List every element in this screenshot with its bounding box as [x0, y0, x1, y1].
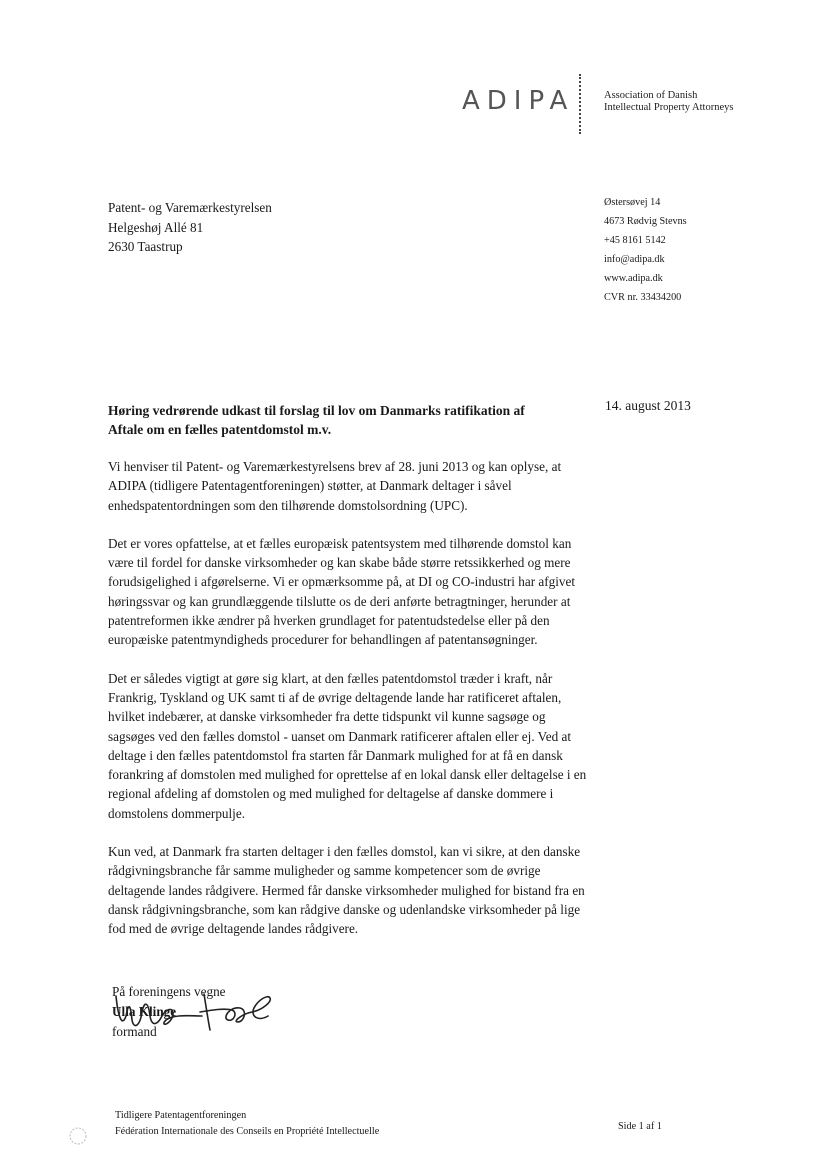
- sender-cvr: CVR nr. 33434200: [604, 292, 682, 303]
- handwritten-signature: [112, 986, 282, 1038]
- letter-body: [108, 457, 594, 958]
- footer-former-name: Tidligere Patentagentforeningen: [115, 1110, 247, 1121]
- sender-web: www.adipa.dk: [604, 273, 663, 284]
- page-number: Side 1 af 1: [618, 1121, 662, 1132]
- recipient-address: [108, 198, 272, 257]
- letterhead-divider: [579, 74, 581, 134]
- sender-street: Østersøvej 14: [604, 197, 661, 208]
- body-paragraph: Det er vores opfattelse, at et fælles europæisk patentsystem med tilhørende domstol kan være til fordel for danske virksomheder og kan skabe både større retssikkerhed og mere forudsigelighed i afgørelserne. Vi er opmærksomme på, at DI og CO-industri har afgivet høringssvar og kan grundlæggende tilslutte os de deri anførte betragtninger, herunder at patentreformen ikke ændrer på hverken grundlaget for patentudstedelse eller på den europæiske patentmyndigheds procedurer for behandlingen af patentansøgninger.: [108, 535, 576, 648]
- letter-subject: [108, 401, 568, 439]
- sender-phone: +45 8161 5142: [604, 235, 666, 246]
- body-paragraph: Kun ved, at Danmark fra starten deltager i den fælles domstol, kan vi sikre, at den danske rådgivningsbranche får samme muligheder og samme kompetencer som de øvrige deltagende landes rådgivere. Hermed får danske virksomheder mulighed for bistand fra en dansk rådgivningsbranche, som kan rådgive danske og udenlandske virksomheder på lige fod med de øvrige deltagende landes rådgivere.: [108, 844, 585, 937]
- sender-contact: [604, 193, 687, 307]
- footer-federation: Fédération Internationale des Conseils en Propriété Intellectuelle: [115, 1126, 380, 1137]
- subject-line2: Aftale om en fælles patentdomstol m.v.: [108, 422, 332, 437]
- sender-city: 4673 Rødvig Stevns: [604, 216, 687, 227]
- association-name: [604, 90, 733, 114]
- recipient-city: 2630 Taastrup: [108, 239, 183, 254]
- recipient-name: Patent- og Varemærkestyrelsen: [108, 200, 272, 215]
- adipa-logo: ADIPA: [462, 86, 575, 116]
- letter-date: 14. august 2013: [605, 398, 691, 413]
- federation-emblem-icon: [68, 1126, 88, 1146]
- association-name-line1: Association of Danish: [604, 90, 698, 101]
- subject-line1: Høring vedrørende udkast til forslag til lov om Danmarks ratifikation af: [108, 403, 525, 418]
- association-name-line2: Intellectual Property Attorneys: [604, 102, 734, 113]
- signatory-title: formand: [112, 1024, 157, 1039]
- sender-email: info@adipa.dk: [604, 254, 665, 265]
- signatory-name: Ulla Klinge: [112, 1004, 177, 1019]
- letter-footer: [115, 1108, 379, 1140]
- body-paragraph: Det er således vigtigt at gøre sig klart, at den fælles patentdomstol træder i kraft, når Frankrig, Tyskland og UK samt ti af de øvrige deltagende lande har ratificeret aftalen, hvilket indebærer, at danske virksomheder fra dette tidspunkt vil kunne sagsøge og sagsøges ved den fælles domstol - uanset om Danmark ratificerer aftalen eller ej. Ved at deltage i den fælles patentdomstol fra starten får Danmark mulighed for at få en dansk forankring af domstolen med mulighed for oprettelse af en lokal dansk eller deltagelse i en regional afdeling af domstolen og med mulighed for deltagelse af danske dommere i domstolens dommerpulje.: [108, 670, 587, 821]
- closing-on-behalf: På foreningens vegne: [112, 984, 226, 999]
- recipient-street: Helgeshøj Allé 81: [108, 219, 204, 235]
- body-paragraph: Vi henviser til Patent- og Varemærkestyrelsens brev af 28. juni 2013 og kan oplyse, at ADIPA (tidligere Patentagentforeningen) støtter, at Danmark deltager i såvel enhedspatentordningen som den tilhørende domstolsordning (UPC).: [108, 459, 562, 513]
